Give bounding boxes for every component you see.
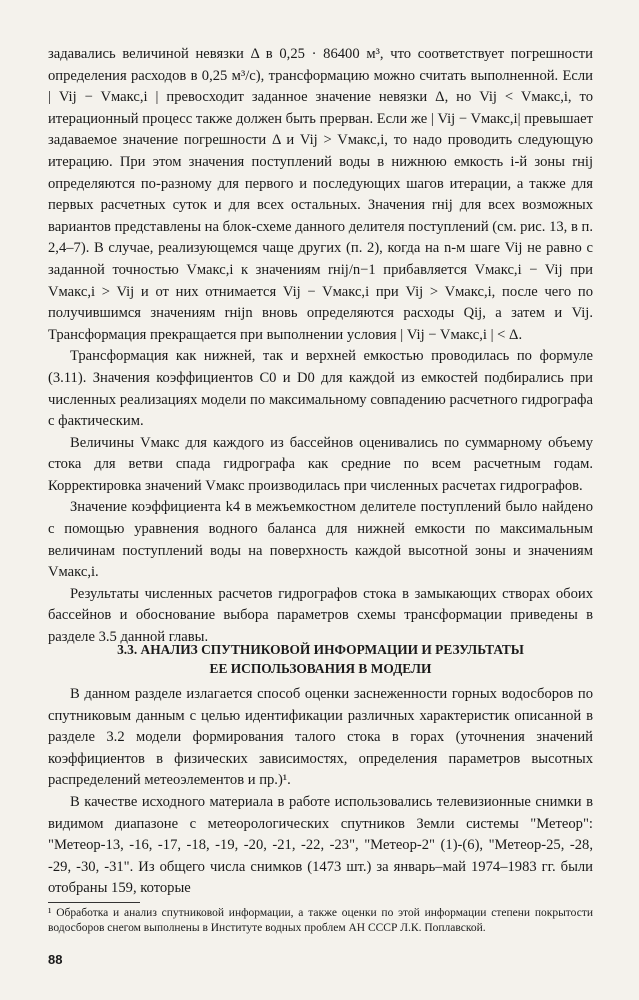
top-text-block xyxy=(48,44,593,649)
paragraph-vmax: Величины Vмакс для каждого из бассейнов оценивались по суммарному объему стока для ветви спада гидрографа как средние по всем расчетным годам. Корректировка значений Vмакс производилась при численных расчетах гидрографов. xyxy=(48,434,593,494)
footnote: ¹ Обработка и анализ спутниковой информации, а также оценки по этой информации степени покрытости водосборов снегом выполнены в Институте водных проблем АН СССР Л.К. Поплавской. xyxy=(48,907,593,934)
paragraph-k4: Значение коэффициента k4 в межъемкостном делителе поступлений было найдено с помощью уравнения водного баланса для нижней емкости по максимальным величинам поступлений воды на поверхность каждой высотной зоны и значениям Vмакс,i. xyxy=(48,499,593,581)
footnote-divider xyxy=(48,902,140,903)
paragraph-results: Результаты численных расчетов гидрографов стока в замыкающих створах обоих бассейнов и обоснование выбора параметров схемы трансформации приведены в разделе 3.5 данной главы. xyxy=(48,585,593,646)
page-number: 88 xyxy=(48,952,63,967)
paragraph-iteration: задавались величиной невязки Δ в 0,25 · 86400 м³, что соответствует погрешности определения расходов в 0,25 м³/с), трансформацию можно считать выполненной. Если | Vij − Vмакс,i | превосходит заданное значение невязки Δ, но Vij < Vмакс,i, то итерационный процесс также должен быть прерван. Если же | Vij − Vмакс,i| превышает задаваемое значение погрешности Δ и Vij > Vмакс,i, то надо проводить следующую итерацию. При этом значения поступлений воды в нижнюю емкость i-й зоны rнij определяются по-разному для первого и последующих шагов итерации, а также для первых расчетных суток и для всех остальных. Значения rнij для всех возможных вариантов представлены на блок-схеме данного делителя поступлений (см. рис. 13, в п. 2,4–7). В случае, реализующемся чаще других (п. 2), когда на n-м шаге Vij не равно с заданной точностью Vмакс,i к значениям rнij/n−1 прибавляется Vмакс,i − Vij при Vмакс,i > Vij и от них отнимается Vij − Vмакс,i при Vij > Vмакс,i, после чего по получившимся значениям rнijn вновь определяются расходы Qij, а затем и Vij. Трансформация прекращается при выполнении условия | Vij − Vмакс,i | < Δ. xyxy=(48,46,593,343)
section-heading-line1: 3.3. АНАЛИЗ СПУТНИКОВОЙ ИНФОРМАЦИИ И РЕЗУЛЬТАТЫ xyxy=(117,642,524,657)
section-heading-line2: ЕЕ ИСПОЛЬЗОВАНИЯ В МОДЕЛИ xyxy=(209,661,432,676)
section-heading xyxy=(48,640,593,678)
paragraph-transformation: Трансформация как нижней, так и верхней емкостью проводилась по формуле (3.11). Значения коэффициентов C0 и D0 для каждой из емкостей подбирались при численных реализациях модели по максимальному совпадению расчетного гидрографа с фактическим. xyxy=(48,348,593,430)
paragraph-satellite-method: В данном разделе излагается способ оценки заснеженности горных водосборов по спутниковым данным с целью идентификации различных характеристик описанной в разделе 3.2 модели формирования талого стока в горах (уточнения значений коэффициентов в физических зависимостях, определения параметров высотных распределений метеоэлементов и пр.)¹. xyxy=(48,686,593,789)
bottom-text-block xyxy=(48,684,593,900)
paragraph-source-material: В качестве исходного материала в работе использовались телевизионные снимки в видимом диапазоне с метеорологических спутников Земли системы "Метеор": "Метеор-13, -16, -17, -18, -19, -20, -21, -22, -23", "Метеор-2" (1)-(6), "Метеор-25, -28, -29, -30, -31". Из общего числа снимков (1473 шт.) за январь–май 1974–1983 гг. были отобраны 159, которые xyxy=(48,793,593,897)
